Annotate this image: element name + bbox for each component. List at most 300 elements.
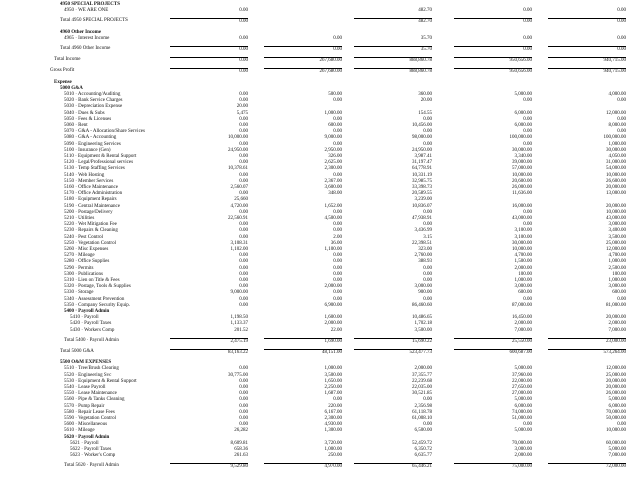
row-label: Total 5400 · Payroll Admin	[64, 337, 119, 343]
amount-cell: 9,529.80	[170, 463, 248, 470]
amount-cell: 0.00	[239, 271, 248, 277]
amount-cell: 0.00	[523, 422, 532, 428]
amount-cell: 3,500.00	[414, 327, 432, 333]
amount-cell: 2,950.00	[324, 147, 342, 153]
row-label: 5000 G&A	[60, 85, 83, 91]
row-label: 5250 · Vegetation Control	[64, 240, 116, 246]
amount-cell: 0.00	[239, 278, 248, 283]
amount-cell: 600.00	[612, 290, 626, 296]
amount-cell: 25,550.00	[454, 338, 532, 345]
amount-cell: 2,000.00	[414, 366, 432, 372]
amount-cell: 25,000.00	[606, 372, 626, 378]
amount-cell: 0.00	[333, 116, 342, 122]
amount-cell: 8,609.81	[230, 440, 248, 446]
amount-cell: 950,656.00	[454, 68, 532, 75]
amount-cell: 0.00	[423, 222, 432, 228]
row-label: 5520 · Engineering Svc	[64, 372, 112, 378]
row-label: 5623 · Worker's Comp	[70, 453, 116, 459]
row-label: 5320 · Postage, Tools & Supplies	[64, 284, 131, 290]
amount-cell: 0.00	[239, 160, 248, 166]
amount-cell: 10,000.00	[606, 428, 626, 434]
amount-cell: 500.00	[328, 92, 342, 97]
amount-cell: 20,600.00	[512, 178, 532, 184]
amount-cell: 5,000.00	[514, 428, 532, 434]
row-label: 5120 · Legal/Professional services	[64, 160, 134, 166]
amount-cell: 1,102.00	[230, 247, 248, 252]
amount-cell: 0.00	[239, 416, 248, 421]
amount-cell: 10,331.19	[412, 172, 432, 178]
row-label: 5290 · Permits	[64, 265, 94, 271]
amount-cell: 50,000.00	[606, 416, 626, 421]
row-label: 5110 · Equipment & Rental Support	[64, 154, 137, 159]
account-row	[0, 328, 640, 334]
amount-cell: 1,300.00	[324, 428, 342, 434]
row-label: 4950 SPECIAL PROJECTS	[60, 2, 121, 7]
amount-cell: 2,250.00	[324, 385, 342, 390]
amount-cell: 573,264.00	[548, 349, 626, 356]
amount-cell: 25,660	[234, 197, 248, 203]
amount-cell: 1,687.00	[324, 391, 342, 397]
amount-cell: 0.00	[264, 46, 342, 53]
amount-cell: 31,197.47	[412, 160, 432, 166]
row-label: 5340 · Assessment Prevention	[64, 296, 125, 302]
amount-cell: 10,836.07	[412, 203, 432, 209]
row-label: 5560 · Pipe & Tanks Cleaning	[64, 397, 125, 403]
amount-cell: 4,500.00	[324, 216, 342, 221]
amount-cell: 0.00	[423, 278, 432, 283]
amount-cell: 6,000.00	[514, 123, 532, 128]
amount-cell: 4,700.00	[514, 253, 532, 259]
row-label: 5130 · Temp Staffing Services	[64, 166, 125, 172]
amount-cell: 0.00	[423, 296, 432, 302]
amount-cell: 3,100.00	[514, 228, 532, 234]
amount-cell: 0.00	[239, 403, 248, 409]
row-label: 4950 · WE ARE ONE	[64, 8, 109, 14]
row-label: 5020 · Bank Service Charges	[64, 98, 123, 104]
amount-cell: 1,000.00	[608, 141, 626, 147]
amount-cell: 0.00	[423, 397, 432, 403]
amount-cell: 52,459.72	[412, 440, 432, 446]
row-label: 5622 · Payroll Taxes	[70, 447, 112, 452]
amount-cell: 4,970.00	[264, 463, 342, 470]
amount-cell: 0.00	[617, 35, 626, 41]
amount-cell: 1,000.00	[324, 366, 342, 372]
row-label: 5140 · Web Hosting	[64, 172, 105, 178]
amount-cell: 83,163.22	[170, 349, 248, 356]
amount-cell: 30,000.00	[606, 147, 626, 153]
amount-cell: 201.52	[234, 327, 248, 333]
row-label: 5160 · Office Maintenance	[64, 185, 118, 190]
amount-cell: 3,000.00	[514, 284, 532, 290]
amount-cell: 0.00	[239, 123, 248, 128]
row-label: Total 4960 Other Income	[60, 46, 111, 51]
amount-cell: 30,521.85	[412, 391, 432, 397]
amount-cell: 0.00	[423, 116, 432, 122]
amount-cell: 0.00	[333, 397, 342, 403]
amount-cell: 22,560.91	[228, 216, 248, 221]
account-row	[0, 36, 640, 42]
total-row	[0, 18, 640, 24]
amount-cell: 10,000.00	[606, 209, 626, 215]
amount-cell: 86,460.60	[412, 302, 432, 308]
amount-cell: 4,050.00	[608, 154, 626, 159]
amount-cell: 0.00	[239, 265, 248, 271]
amount-cell: 100,000.00	[509, 135, 532, 141]
amount-cell: 0.00	[239, 191, 248, 197]
amount-cell: 31,000.00	[606, 160, 626, 166]
amount-cell: 6,000.00	[608, 403, 626, 409]
amount-cell: 0.00	[333, 259, 342, 265]
amount-cell: 22,398.51	[412, 240, 432, 246]
amount-cell: 100.00	[518, 271, 532, 277]
amount-cell: 0.00	[333, 172, 342, 178]
total-row	[0, 46, 640, 52]
amount-cell: 6,900.00	[324, 302, 342, 308]
amount-cell: 3,500.00	[608, 234, 626, 240]
amount-cell: 22.00	[330, 327, 342, 333]
amount-cell: 6,350.72	[414, 447, 432, 452]
amount-cell: 0.00	[333, 222, 342, 228]
amount-cell: 16,450.00	[512, 315, 532, 321]
amount-cell: 0.00	[239, 35, 248, 41]
amount-cell: 60,000.00	[606, 440, 626, 446]
amount-cell: 12,000.00	[606, 247, 626, 252]
amount-cell: 0.00	[523, 8, 532, 14]
amount-cell: 5,000.00	[514, 397, 532, 403]
amount-cell: 0.00	[523, 141, 532, 147]
amount-cell: 2,560.07	[230, 185, 248, 190]
amount-cell: 0.00	[617, 422, 626, 428]
amount-cell: 20,000.00	[606, 385, 626, 390]
amount-cell: 0.00	[423, 265, 432, 271]
amount-cell: 70,000.00	[512, 440, 532, 446]
amount-cell: 75,000.00	[454, 463, 532, 470]
amount-cell: 600.00	[328, 123, 342, 128]
amount-cell: 250.00	[328, 453, 342, 459]
amount-cell: 20.00	[420, 98, 432, 104]
amount-cell: 1,133.37	[230, 321, 248, 327]
amount-cell: 0.00	[548, 46, 626, 53]
amount-cell: 26,282	[234, 428, 248, 434]
row-label: 5400 · Payroll Admin	[64, 309, 110, 314]
amount-cell: 326.00	[328, 154, 342, 159]
account-row	[0, 8, 640, 14]
amount-cell: 1,690.00	[264, 338, 342, 345]
amount-cell: 0.00	[239, 253, 248, 259]
row-label: 5310 · Lien on Title & Fees	[64, 278, 120, 283]
amount-cell: 0.00	[333, 271, 342, 277]
amount-cell: 43,000.00	[512, 216, 532, 221]
row-label: 5430 · Workers Comp	[70, 327, 115, 333]
amount-cell: 39,000.00	[512, 160, 532, 166]
amount-cell: 3,340.00	[514, 154, 532, 159]
amount-cell: 13,000.00	[606, 191, 626, 197]
row-label: 5200 · Postage/Delivery	[64, 209, 113, 215]
amount-cell: 3.15	[423, 234, 432, 240]
amount-cell: 24,950.00	[412, 147, 432, 153]
amount-cell: 22,035.00	[412, 385, 432, 390]
amount-cell: 3,100.00	[514, 234, 532, 240]
amount-cell: 0.00	[617, 296, 626, 302]
amount-cell: 11,636.00	[512, 191, 532, 197]
amount-cell: 0.00	[239, 8, 248, 14]
amount-cell: 1,702.18	[414, 321, 432, 327]
amount-cell: 24,950.00	[228, 147, 248, 153]
row-label: 5410 · Payroll	[70, 315, 99, 321]
amount-cell: 6,000.00	[514, 110, 532, 116]
amount-cell: 3,000.00	[608, 284, 626, 290]
row-label: 5590 · Vegetation Control	[64, 416, 116, 421]
amount-cell: 0.00	[454, 46, 532, 53]
amount-cell: 30,775.00	[228, 372, 248, 378]
amount-cell: 35.70	[420, 35, 432, 41]
amount-cell: 0.00	[239, 116, 248, 122]
amount-cell: 57,000.00	[512, 166, 532, 172]
row-label: 5280 · Office Supplies	[64, 259, 110, 265]
amount-cell: 0.00	[170, 68, 248, 75]
amount-cell: 154.55	[418, 110, 432, 116]
amount-cell: 888,860.78	[354, 57, 432, 64]
amount-cell: 33,398.73	[412, 185, 432, 190]
amount-cell: 267,680.00	[264, 57, 342, 64]
amount-cell: 100,000.00	[603, 135, 626, 141]
amount-cell: 0.00	[523, 35, 532, 41]
row-label: 5540 · Lease Payroll	[64, 385, 106, 390]
amount-cell: 20,000.00	[606, 378, 626, 384]
amount-cell: 2,760.00	[414, 253, 432, 259]
amount-cell: 0.00	[239, 409, 248, 415]
amount-cell: 3,000.00	[414, 284, 432, 290]
row-label: 5550 · Lease Maintenance	[64, 391, 117, 397]
amount-cell: 0.00	[523, 296, 532, 302]
amount-cell: 1,650.00	[324, 378, 342, 384]
row-label: 5090 · Engineering Services	[64, 141, 121, 147]
amount-cell: 1,000.00	[324, 447, 342, 452]
amount-cell: 0.00	[170, 18, 248, 25]
amount-cell: 5,475	[236, 110, 248, 116]
amount-cell: 0.00	[239, 378, 248, 384]
amount-cell: 0.00	[239, 391, 248, 397]
row-label: Total Income	[54, 57, 81, 63]
amount-cell: 100.00	[612, 271, 626, 277]
amount-cell: 30,000.00	[512, 147, 532, 153]
row-label: 5230 · Repairs & Cleaning	[64, 228, 118, 234]
amount-cell: 3,000.00	[514, 447, 532, 452]
amount-cell: 4,700.00	[608, 253, 626, 259]
amount-cell: 61,118.78	[412, 409, 432, 415]
row-label: 5150 · Member Services	[64, 178, 114, 184]
amount-cell: 600.00	[518, 290, 532, 296]
amount-cell: 0.00	[333, 228, 342, 234]
amount-cell: 323.00	[418, 247, 432, 252]
row-label: 5180 · Equipment Repairs	[64, 197, 117, 203]
amount-cell: 5,000.00	[514, 366, 532, 372]
amount-cell: 0.00	[333, 253, 342, 259]
amount-cell: 482.70	[418, 8, 432, 14]
amount-cell: 2,367.00	[324, 178, 342, 184]
amount-cell: 0.00	[423, 129, 432, 135]
amount-cell: 0.00	[523, 98, 532, 104]
amount-cell: 0.00	[617, 116, 626, 122]
amount-cell: 0.00	[423, 422, 432, 428]
amount-cell: 2,000.00	[514, 321, 532, 327]
row-label: 5010 · Accounting/Auditing	[64, 92, 121, 97]
total-row	[0, 68, 640, 74]
amount-cell: 2.00	[333, 234, 342, 240]
row-label: 5570 · Pump Repair	[64, 403, 105, 409]
amount-cell: 2,000.00	[324, 284, 342, 290]
amount-cell: 1,000.00	[608, 278, 626, 283]
amount-cell: 5,000.00	[608, 447, 626, 452]
row-label: 5060 · Rent	[64, 123, 88, 128]
account-row	[0, 453, 640, 459]
amount-cell: 0.00	[239, 92, 248, 97]
amount-cell: 47,938.91	[412, 216, 432, 221]
amount-cell: 98,000.00	[412, 135, 432, 141]
amount-cell: 0.00	[239, 385, 248, 390]
amount-cell: 523,477.73	[354, 349, 432, 356]
amount-cell: 4,720.00	[230, 203, 248, 209]
amount-cell: 15,690.22	[354, 338, 432, 345]
amount-cell: 4,000.00	[608, 92, 626, 97]
amount-cell: 9,000.00	[324, 135, 342, 141]
amount-cell: 26,600.00	[606, 178, 626, 184]
amount-cell: 482.70	[354, 18, 432, 25]
row-label: 4965 · Interest Income	[64, 35, 110, 41]
amount-cell: 7,000.00	[608, 453, 626, 459]
row-label: 5530 · Equipment & Rental Support	[64, 378, 137, 384]
amount-cell: 3,500.00	[324, 372, 342, 378]
amount-cell: 267,680.00	[264, 68, 342, 75]
amount-cell: 0.00	[239, 178, 248, 184]
amount-cell: 0.00	[239, 172, 248, 178]
amount-cell: 0.00	[239, 234, 248, 240]
amount-cell: 0.00	[454, 18, 532, 25]
amount-cell: 9,000.00	[230, 290, 248, 296]
amount-cell: 10,456.00	[412, 123, 432, 128]
amount-cell: 10,000.00	[512, 172, 532, 178]
row-label: 5580 · Repair Lease Fees	[64, 409, 115, 415]
amount-cell: 888,860.78	[354, 68, 432, 75]
amount-cell: 10,000.00	[606, 172, 626, 178]
row-label: 5220 · Wet Mitigation Fee	[64, 222, 117, 228]
amount-cell: 7,000.00	[608, 327, 626, 333]
amount-cell: 37,960.00	[512, 372, 532, 378]
amount-cell: 5,000.00	[514, 92, 532, 97]
amount-cell: 3,000.00	[608, 222, 626, 228]
amount-cell: 12,000.00	[606, 110, 626, 116]
amount-cell: 10,486.65	[412, 315, 432, 321]
amount-cell: 6,167.00	[324, 409, 342, 415]
amount-cell: 87,000.00	[512, 302, 532, 308]
amount-cell: 0.00	[523, 222, 532, 228]
amount-cell: 600,687.00	[454, 349, 532, 356]
amount-cell: 20,000.00	[606, 203, 626, 209]
amount-cell: 51,000.00	[512, 416, 532, 421]
amount-cell: 35.70	[354, 46, 432, 53]
row-label: 5040 · Dues & Subs	[64, 110, 105, 116]
amount-cell: 8,000.00	[608, 123, 626, 128]
amount-cell: 0.00	[617, 129, 626, 135]
amount-cell: 36.00	[330, 240, 342, 246]
amount-cell: 54,000.00	[606, 166, 626, 172]
amount-cell: 261.63	[234, 453, 248, 459]
amount-cell: 1,100.00	[324, 247, 342, 252]
row-label: 5610 · Mileage	[64, 428, 95, 434]
amount-cell: 5,000.00	[608, 397, 626, 403]
amount-cell: 0.00	[523, 129, 532, 135]
amount-cell: 0.00	[239, 129, 248, 135]
amount-cell: 0.00	[333, 265, 342, 271]
amount-cell: 1,600.00	[324, 315, 342, 321]
row-label: Total 4950 SPECIAL PROJECTS	[60, 18, 128, 24]
row-label: 4960 Other Income	[60, 29, 102, 35]
amount-cell: 0.00	[239, 154, 248, 159]
amount-cell: 940,715.00	[548, 68, 626, 75]
amount-cell: 2,000.00	[514, 265, 532, 271]
amount-cell: 3,108.31	[230, 240, 248, 246]
amount-cell: 2,475.19	[170, 338, 248, 345]
amount-cell: 81,000.00	[606, 302, 626, 308]
total-row	[0, 463, 640, 469]
row-label: 5210 · Utilities	[64, 216, 95, 221]
amount-cell: 74,000.00	[512, 409, 532, 415]
row-label: 5100 · Insurance (Gen)	[64, 147, 111, 153]
amount-cell: 0.00	[333, 209, 342, 215]
amount-cell: 10,000.00	[228, 135, 248, 141]
row-label: Gross Profit	[50, 68, 75, 74]
row-label: 5190 · Central Maintenance	[64, 203, 120, 209]
amount-cell: 1,000.00	[608, 259, 626, 265]
amount-cell: 0.00	[239, 366, 248, 372]
row-label: 5070 · G&A - Allocation/Share Services	[64, 129, 145, 135]
amount-cell: 0.00	[239, 284, 248, 290]
amount-cell: 6,635.77	[414, 453, 432, 459]
amount-cell: 26,000.00	[512, 185, 532, 190]
total-row	[0, 338, 640, 344]
amount-cell: 220.00	[328, 403, 342, 409]
row-label: Expense	[54, 79, 72, 85]
amount-cell: 0.00	[239, 296, 248, 302]
amount-cell: 0.00	[333, 141, 342, 147]
row-label: 5260 · Misc Expenses	[64, 247, 109, 252]
amount-cell: 64,778.91	[412, 166, 432, 172]
amount-cell: 65,446.21	[354, 463, 432, 470]
amount-cell: 0.00	[333, 35, 342, 41]
amount-cell: 3,239.00	[414, 197, 432, 203]
amount-cell: 20,000.00	[606, 185, 626, 190]
amount-cell: 2,356.98	[414, 403, 432, 409]
amount-cell: 37,355.77	[412, 372, 432, 378]
amount-cell: 3,720.00	[324, 440, 342, 446]
amount-cell: 20,589.55	[412, 191, 432, 197]
amount-cell: 0.00	[523, 116, 532, 122]
row-label: 5240 · Pest Control	[64, 234, 104, 240]
amount-cell: 0.00	[548, 18, 626, 25]
row-label: 5350 · Company Security Equip.	[64, 302, 130, 308]
amount-cell: 0.00	[333, 296, 342, 302]
amount-cell: 2,300.00	[324, 166, 342, 172]
amount-cell: 0.00	[333, 290, 342, 296]
amount-cell: 27,650.00	[512, 385, 532, 390]
amount-cell: 0.00	[333, 98, 342, 104]
amount-cell: 0.00	[239, 259, 248, 265]
amount-cell: 1,652.00	[324, 203, 342, 209]
amount-cell: 348.00	[328, 191, 342, 197]
amount-cell: 2,500.00	[608, 265, 626, 271]
amount-cell: 7,000.00	[514, 327, 532, 333]
amount-cell: 20,000.00	[606, 315, 626, 321]
